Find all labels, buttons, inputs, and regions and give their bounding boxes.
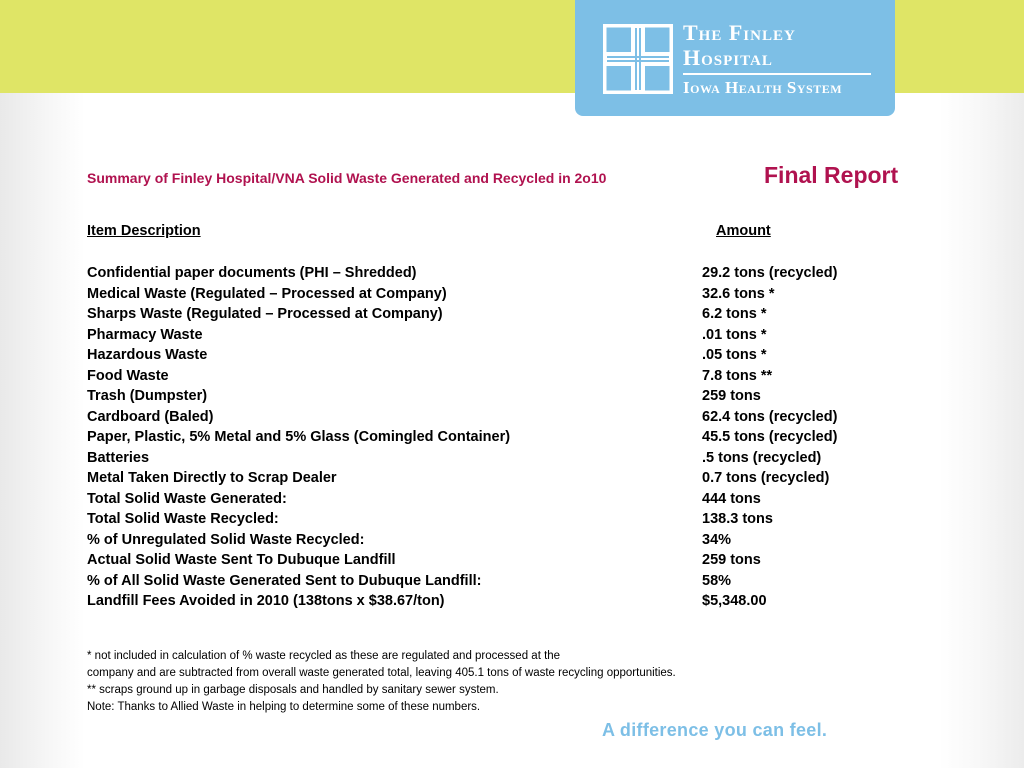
footnotes [87,648,676,716]
table-row [87,366,907,387]
table-row [87,263,907,284]
row-amount: .05 tons * [702,347,767,363]
column-header-description: Item Description [87,223,201,239]
row-amount: 6.2 tons * [702,306,767,322]
table-row [87,386,907,407]
row-description: Landfill Fees Avoided in 2010 (138tons x $38.67/ton) [87,593,445,609]
row-description: Total Solid Waste Recycled: [87,511,279,527]
table-row [87,591,907,612]
row-amount: 62.4 tons (recycled) [702,408,838,425]
waste-table [87,263,907,612]
row-description: Trash (Dumpster) [87,388,208,404]
row-description: Food Waste [87,367,169,384]
table-row [87,345,907,366]
row-description: Batteries [87,449,150,466]
row-amount: 259 tons [702,552,761,568]
table-row [87,284,907,305]
row-description: Total Solid Waste Generated: [87,490,287,507]
hospital-logo [575,0,895,116]
logo-text [683,20,871,98]
table-row [87,448,907,469]
row-amount: 45.5 tons (recycled) [702,429,838,445]
row-amount: 0.7 tons (recycled) [702,470,830,486]
logo-line3: Iowa Health System [683,78,843,97]
table-row [87,550,907,571]
row-description: Confidential paper documents (PHI – Shredded) [87,265,417,281]
row-amount: 138.3 tons [702,511,773,527]
row-description: Paper, Plastic, 5% Metal and 5% Glass (Comingled Container) [87,429,511,445]
table-row [87,304,907,325]
footnote-line: company and are subtracted from overall waste generated total, leaving 405.1 tons of waste recycling opportunities. [87,667,676,679]
row-amount: 7.8 tons ** [702,367,773,384]
row-description: Cardboard (Baled) [87,408,214,425]
row-amount: 32.6 tons * [702,285,775,302]
logo-line2: Hospital [683,45,773,70]
row-description: Hazardous Waste [87,347,208,363]
footnote-line: Note: Thanks to Allied Waste in helping to determine some of these numbers. [87,701,481,713]
row-amount: .01 tons * [702,326,767,343]
row-description: Medical Waste (Regulated – Processed at Company) [87,285,447,302]
row-amount: 29.2 tons (recycled) [702,265,838,281]
table-row [87,509,907,530]
logo-line1: The Finley [683,20,796,45]
logo-rule [683,73,871,75]
row-amount: $5,348.00 [702,593,767,609]
table-row [87,468,907,489]
table-row [87,530,907,551]
row-amount: 259 tons [702,388,761,404]
final-report-label: Final Report [764,162,899,188]
left-shade [0,93,85,768]
row-description: Pharmacy Waste [87,326,203,343]
row-description: Metal Taken Directly to Scrap Dealer [87,470,337,486]
table-row [87,407,907,428]
row-description: Sharps Waste (Regulated – Processed at Company) [87,306,443,322]
row-description: Actual Solid Waste Sent To Dubuque Landfill [87,552,396,568]
right-shade [939,93,1024,768]
row-description: % of Unregulated Solid Waste Recycled: [87,531,365,548]
tagline: A difference you can feel. [602,720,828,740]
table-row [87,325,907,346]
row-amount: 34% [702,531,732,548]
table-row [87,571,907,592]
cross-icon [603,24,673,94]
report-title: Summary of Finley Hospital/VNA Solid Waste Generated and Recycled in 2o10 [87,170,607,186]
row-amount: 444 tons [702,490,761,507]
table-row [87,489,907,510]
column-header-amount: Amount [716,223,771,239]
row-amount: .5 tons (recycled) [702,449,822,466]
row-description: % of All Solid Waste Generated Sent to Dubuque Landfill: [87,572,482,589]
table-row [87,427,907,448]
footnote-line: * not included in calculation of % waste recycled as these are regulated and processed at the [87,650,561,662]
footnote-line: ** scraps ground up in garbage disposals and handled by sanitary sewer system. [87,684,499,696]
row-amount: 58% [702,572,732,589]
